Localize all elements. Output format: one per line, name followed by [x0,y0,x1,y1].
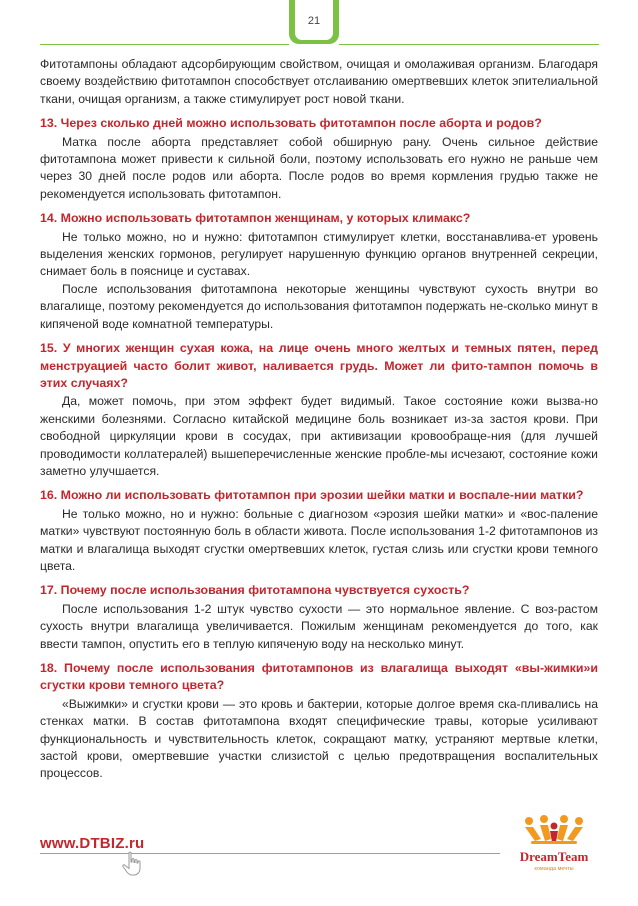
answer-14-paragraph-2: После использования фитотампона некоторые женщины чувствуют сухость внутри во влагалище, поэтому рекомендуется до использования фитотампон подержать не-сколько минут в кипяченой воде комнатной температуры. [40,281,598,331]
answer-18-paragraph-1: «Выжимки» и сгустки крови — это кровь и бактерии, которые долгое время ска-пливались на стенках матки. В состав фитотампона входят специфические травы, которые усиливают функциональность и чувствительность клеток, сокращают матку, устраняют мертвые клетки, застой крови, омертвевшие участки слизистой с целью предотвращения воспалительных процессов. [40,696,598,781]
question-16-heading: 16. Можно ли использовать фитотампон при эрозии шейки матки и воспале-нии матки? [40,488,584,503]
page-number: 21 [295,0,333,40]
question-17-heading: 17. Почему после использования фитотампона чувствуется сухость? [40,583,470,598]
answer-15-paragraph-1: Да, может помочь, при этом эффект будет видимый. Такое состояние кожи вызва-но женскими болезнями. Согласно китайской медицине боль возникает из-за застоя крови. При свободной циркуляции крови в сосудах, при активизации кровообраще-ния (для лучшей проводимости коллатералей) вышеперечисленные женские пробле-мы исчезают, состояние кожи заметно улучшается. [40,394,598,478]
question-15-heading: 15. У многих женщин сухая кожа, на лице очень много желтых и темных пятен, перед менструацией часто болит живот, наливается грудь. Может ли фито-тампон помочь в этих случаях? [40,341,598,390]
dreamteam-logo [509,815,599,885]
answer-14-paragraph-1: Не только можно, но и нужно: фитотампон стимулирует клетки, восстанавлива-ет уровень выделения женских гормонов, регулирует нарушенную функцию органов внутренней секреции, снимает боль в пояснице и суставах. [40,229,598,279]
question-14-heading: 14. Можно использовать фитотампон женщинам, у которых климакс? [40,211,471,226]
crown-people-icon [523,815,585,845]
header-rule-left [40,44,289,45]
page-number-tab [289,0,339,44]
footer-rule [40,853,500,854]
question-13-heading: 13. Через сколько дней можно использовать фитотампон после аборта и родов? [40,116,542,131]
website-link[interactable]: www.DTBIZ.ru [40,835,145,852]
document-body [40,56,598,783]
header-rule-right [339,44,599,45]
intro-paragraph: Фитотампоны обладают адсорбирующим свойством, очищая и омолаживая организм. Благодаря своему воздействию фитотампон способствует отслаиванию омертвевших клеток эпителиальной ткани, очищая организм, а также стимулирует рост новой ткани. [40,57,598,106]
answer-13-paragraph-1: Матка после аборта представляет собой обширную рану. Очень сильное действие фитотампона может привести к сильной боли, поэтому использовать его нужно не раньше чем через 30 дней после родов или аборта. После родов во время кормления грудью также не рекомендуется использовать фитотампон. [40,134,598,201]
logo-tagline: команда мечты [534,866,574,872]
answer-17-paragraph-1: После использования 1-2 штук чувство сухости — это нормальное явление. С воз-растом сухость внутри влагалища увеличивается. Пожилым женщинам рекомендуется до того, как ввести тампон, опустить его в теплую кипяченую воду на несколько минут. [40,601,598,651]
answer-16-paragraph-1: Не только можно, но и нужно: больные с диагнозом «эрозия шейки матки» и «вос-паление матки» чувствуют постоянную боль в области живота. После использования 1-2 фитотампонов из матки и влагалища выходят сгустки омертвевших клеток, густая слизь или сгустки крови темного цвета. [40,506,598,573]
logo-brand-name: DreamTeam [519,849,589,864]
question-18-heading: 18. Почему после использования фитотампонов из влагалища выходят «вы-жимки»и сгустки крови темного цвета? [40,661,598,693]
pointer-hand-icon [120,851,144,877]
